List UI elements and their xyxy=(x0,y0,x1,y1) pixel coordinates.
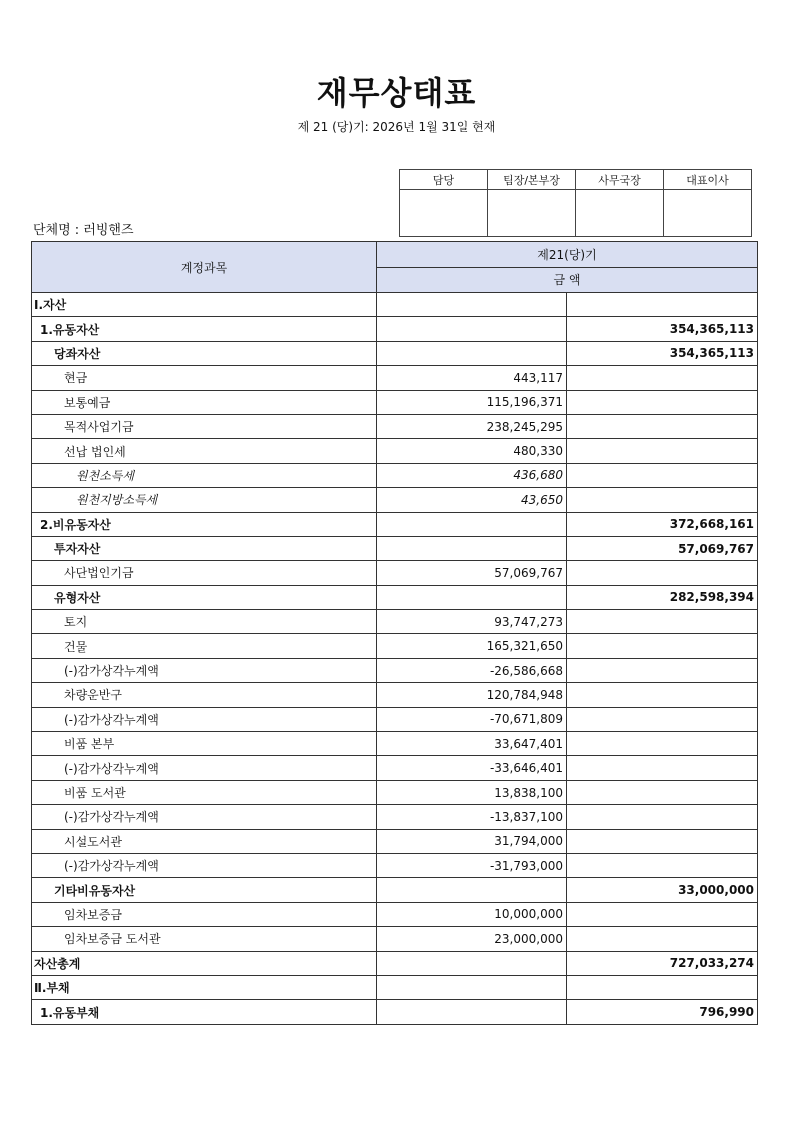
table-row xyxy=(32,390,758,414)
period-header: 제21(당)기 xyxy=(377,242,758,268)
sub-amount: 33,647,401 xyxy=(377,732,567,756)
table-row xyxy=(32,707,758,731)
approval-sign-staff[interactable] xyxy=(400,190,488,237)
table-row xyxy=(32,463,758,487)
organization-name: 단체명 : 러빙핸즈 xyxy=(33,223,134,238)
total-amount xyxy=(567,927,758,951)
sub-amount: -13,837,100 xyxy=(377,805,567,829)
account-header: 계정과목 xyxy=(32,242,377,293)
table-row xyxy=(32,780,758,804)
sub-amount xyxy=(377,878,567,902)
account-name: Ⅰ.자산 xyxy=(32,293,377,317)
table-row xyxy=(32,927,758,951)
total-amount xyxy=(567,683,758,707)
total-amount xyxy=(567,366,758,390)
sub-amount: 10,000,000 xyxy=(377,902,567,926)
sub-amount xyxy=(377,1000,567,1024)
sub-amount xyxy=(377,975,567,999)
approval-header-team-lead: 팀장/본부장 xyxy=(488,170,576,190)
table-row xyxy=(32,536,758,560)
sub-amount xyxy=(377,293,567,317)
sub-amount: 23,000,000 xyxy=(377,927,567,951)
account-name: (-)감가상각누계액 xyxy=(32,756,377,780)
total-amount xyxy=(567,293,758,317)
total-amount: 372,668,161 xyxy=(567,512,758,536)
sub-amount: 165,321,650 xyxy=(377,634,567,658)
total-amount xyxy=(567,732,758,756)
account-name: 비품 도서관 xyxy=(32,780,377,804)
document-subtitle: 제 21 (당)기: 2026년 1월 31일 현재 xyxy=(297,120,496,134)
document-title: 재무상태표 xyxy=(316,74,477,112)
sub-amount: 13,838,100 xyxy=(377,780,567,804)
sub-amount: 57,069,767 xyxy=(377,561,567,585)
account-name: 보통예금 xyxy=(32,390,377,414)
approval-header-staff: 담당 xyxy=(400,170,488,190)
table-row xyxy=(32,951,758,975)
total-amount xyxy=(567,756,758,780)
table-row xyxy=(32,878,758,902)
sub-amount: -26,586,668 xyxy=(377,658,567,682)
total-amount xyxy=(567,853,758,877)
total-amount xyxy=(567,561,758,585)
sub-amount: 120,784,948 xyxy=(377,683,567,707)
sub-amount: 31,794,000 xyxy=(377,829,567,853)
approval-sign-ceo[interactable] xyxy=(664,190,752,237)
table-row xyxy=(32,488,758,512)
account-name: 1.유동자산 xyxy=(32,317,377,341)
account-name: 임차보증금 도서관 xyxy=(32,927,377,951)
account-name: 시설도서관 xyxy=(32,829,377,853)
table-row xyxy=(32,317,758,341)
total-amount: 33,000,000 xyxy=(567,878,758,902)
account-name: 기타비유동자산 xyxy=(32,878,377,902)
total-amount xyxy=(567,805,758,829)
total-amount: 282,598,394 xyxy=(567,585,758,609)
account-name: 2.비유동자산 xyxy=(32,512,377,536)
account-name: (-)감가상각누계액 xyxy=(32,805,377,829)
total-amount: 727,033,274 xyxy=(567,951,758,975)
table-row xyxy=(32,561,758,585)
table-row xyxy=(32,683,758,707)
total-amount: 354,365,113 xyxy=(567,317,758,341)
total-amount xyxy=(567,975,758,999)
total-amount: 796,990 xyxy=(567,1000,758,1024)
table-row xyxy=(32,293,758,317)
account-name: (-)감가상각누계액 xyxy=(32,707,377,731)
sub-amount: -31,793,000 xyxy=(377,853,567,877)
amount-header: 금 액 xyxy=(377,267,758,293)
account-name: (-)감가상각누계액 xyxy=(32,853,377,877)
table-row xyxy=(32,414,758,438)
approval-box xyxy=(399,169,752,237)
sub-amount xyxy=(377,585,567,609)
sub-amount: 43,650 xyxy=(377,488,567,512)
sub-amount xyxy=(377,317,567,341)
table-row xyxy=(32,732,758,756)
account-name: 당좌자산 xyxy=(32,341,377,365)
table-row xyxy=(32,1000,758,1024)
approval-sign-team-lead[interactable] xyxy=(488,190,576,237)
total-amount xyxy=(567,463,758,487)
sub-amount xyxy=(377,512,567,536)
total-amount xyxy=(567,658,758,682)
table-row xyxy=(32,853,758,877)
sub-amount: 115,196,371 xyxy=(377,390,567,414)
table-row xyxy=(32,610,758,634)
total-amount: 57,069,767 xyxy=(567,536,758,560)
account-name: 원천소득세 xyxy=(32,463,377,487)
approval-sign-secretary-general[interactable] xyxy=(576,190,664,237)
sub-amount: 443,117 xyxy=(377,366,567,390)
approval-header-secretary-general: 사무국장 xyxy=(576,170,664,190)
table-row xyxy=(32,512,758,536)
table-row xyxy=(32,902,758,926)
table-row xyxy=(32,585,758,609)
account-name: 차량운반구 xyxy=(32,683,377,707)
account-name: 목적사업기금 xyxy=(32,414,377,438)
total-amount: 354,365,113 xyxy=(567,341,758,365)
table-row xyxy=(32,975,758,999)
total-amount xyxy=(567,707,758,731)
account-name: 토지 xyxy=(32,610,377,634)
sub-amount xyxy=(377,951,567,975)
total-amount xyxy=(567,634,758,658)
total-amount xyxy=(567,610,758,634)
total-amount xyxy=(567,829,758,853)
sub-amount: 436,680 xyxy=(377,463,567,487)
total-amount xyxy=(567,780,758,804)
sub-amount: 238,245,295 xyxy=(377,414,567,438)
sub-amount xyxy=(377,536,567,560)
total-amount xyxy=(567,902,758,926)
table-row xyxy=(32,658,758,682)
account-name: 유형자산 xyxy=(32,585,377,609)
table-row xyxy=(32,366,758,390)
table-row xyxy=(32,341,758,365)
account-name: 임차보증금 xyxy=(32,902,377,926)
account-name: 1.유동부채 xyxy=(32,1000,377,1024)
sub-amount: 480,330 xyxy=(377,439,567,463)
total-amount xyxy=(567,414,758,438)
total-amount xyxy=(567,390,758,414)
sub-amount: -33,646,401 xyxy=(377,756,567,780)
table-row xyxy=(32,805,758,829)
account-name: (-)감가상각누계액 xyxy=(32,658,377,682)
account-name: Ⅱ.부채 xyxy=(32,975,377,999)
account-name: 원천지방소득세 xyxy=(32,488,377,512)
account-name: 선납 법인세 xyxy=(32,439,377,463)
total-amount xyxy=(567,488,758,512)
account-name: 자산총계 xyxy=(32,951,377,975)
account-name: 건물 xyxy=(32,634,377,658)
table-row xyxy=(32,756,758,780)
sub-amount xyxy=(377,341,567,365)
sub-amount: 93,747,273 xyxy=(377,610,567,634)
table-row xyxy=(32,829,758,853)
sub-amount: -70,671,809 xyxy=(377,707,567,731)
account-name: 현금 xyxy=(32,366,377,390)
account-name: 비품 본부 xyxy=(32,732,377,756)
total-amount xyxy=(567,439,758,463)
account-name: 사단법인기금 xyxy=(32,561,377,585)
table-row xyxy=(32,439,758,463)
table-header-row xyxy=(32,242,758,268)
table-row xyxy=(32,634,758,658)
account-name: 투자자산 xyxy=(32,536,377,560)
approval-header-ceo: 대표이사 xyxy=(664,170,752,190)
balance-sheet-table xyxy=(31,241,758,1025)
